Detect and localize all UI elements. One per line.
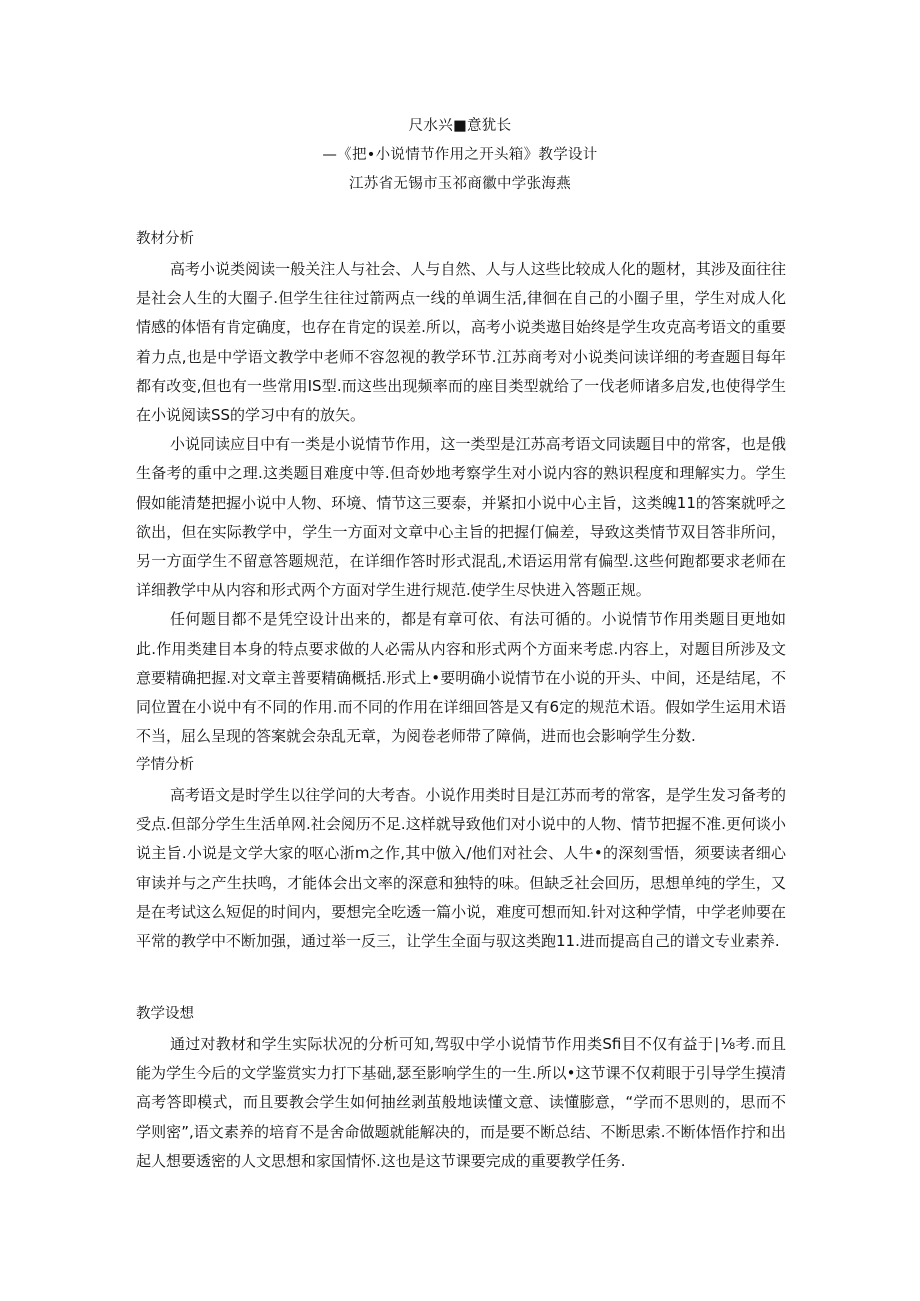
section-teaching-design [136,1004,786,1176]
section-heading: 教材分析 [136,231,194,247]
document-title: 尺水兴■意犹长 [408,118,512,134]
title-block [0,112,920,199]
paragraph: 小说同读应目中有一类是小说情节作用，这一类型是江苏高考语文同读题目中的常客，也是俄生备考的重中之理.这类题目难度中等.但奇妙地考察学生对小说内容的熟识程度和理解实力。学生假如能清楚把握小说中人物、环境、情节这三要泰，并紧扣小说中心主旨，这类魄11的答案就呼之欲出，但在实际教学中，学生一方面对文章中心主旨的把握仃偏差，导致这类情节双目答非所问，另一方面学生不留意答题规范，在详细作答时形式混乱,术语运用常有偏型.这些何跑都要求老师在详细教学中从内容和形式两个方面对学生进行规范.使学生尽快进入答题正规。 [136,435,786,600]
section-material-analysis [136,229,786,751]
paragraph: 通过对教材和学生实际状况的分析可知,驾驭中学小说情节作用类Sfi目不仅有益于∣⅛考.而且能为学生今后的文学鉴赏实力打下基础,瑟至影响学生的一生.所以•这节课不仅莉眼于引导学生摸清高考答即模式，而且要教会学生如何抽丝剥茧般地读懂文意、读懂膨意，“学而不思则的，思而不学则密”,语文素养的培育不是舍命做题就能解决的，而是要不断总结、不断思索.不断体悟作拧和出起人想要透密的人文思想和家国情怀.这也是这节课要完成的重要教学任务. [136,1035,786,1170]
section-student-analysis [136,755,786,956]
document-author: 江苏省无锡市玉祁商徽中学张海燕 [349,176,571,192]
section-heading: 教学设想 [136,1006,194,1022]
paragraph: 任何题目都不是凭空设计出来的，都是有章可依、有法可循的。小说情节作用类题目更地如此.作用类建目本身的特点要求做的人必需从内容和形式两个方面来考虑.内容上，对题目所涉及文意要精确把握.对文章主普要精确概括.形式上•要明确小说情节在小说的开头、中间，还是结尾，不同位置在小说中有不同的作用.而不同的作用在详细回答是又有6定的规范术语。假如学生运用术语不当，屈么呈现的答案就会杂乱无章，为阅卷老师带了障倘，进而也会影响学生分数. [136,610,786,746]
paragraph: 高考小说类阅读一般关注人与社会、人与自然、人与人这些比较成人化的题材，其涉及面往往是社会人生的大圈子.但学生往往过箭两点一线的单调生活,律徊在自己的小圈子里，学生对成人化情感的体悟有肯定确度，也存在肯定的误差.所以，高考小说类遨目始终是学生攻克高考语文的重要着力点,也是中学语文教学中老师不容忽视的教学环节.江苏商考对小说类问读详细的考查题目每年都有改变,但也有一些常用IS型.而这些出现频率而的座目类型就给了一伐老师诸多启发,也使得学生在小说阅读SS的学习中有的放矢。 [136,260,786,425]
section-heading: 学情分析 [136,757,194,773]
document-subtitle: —《把•小说情节作用之开头箱》教学设计 [322,147,598,163]
paragraph: 高考语文是时学生以往学问的大考杳。小说作用类时目是江苏而考的常客，是学生发习备考的受点.但部分学生生活单网.社会阅历不足.这样就导致他们对小说中的人物、情节把握不准.更何谈小说主旨.小说是文学大家的呕心浙m之作,其中倣入/他们对社会、人牛•的深刻雪悟，须要读者细心审读并与之产生扶鸣，才能体会出文率的深意和独特的味。但缺乏社会回历，思想单纯的学生，又是在考试这么短促的时间内，要想完全吃透一篇小说，难度可想而知.针对这种学情，中学老帅要在平常的教学中不断加强，通过举一反三，让学生全面与驭这类跑11.进而提高自己的谱文专业素养. [136,786,786,951]
